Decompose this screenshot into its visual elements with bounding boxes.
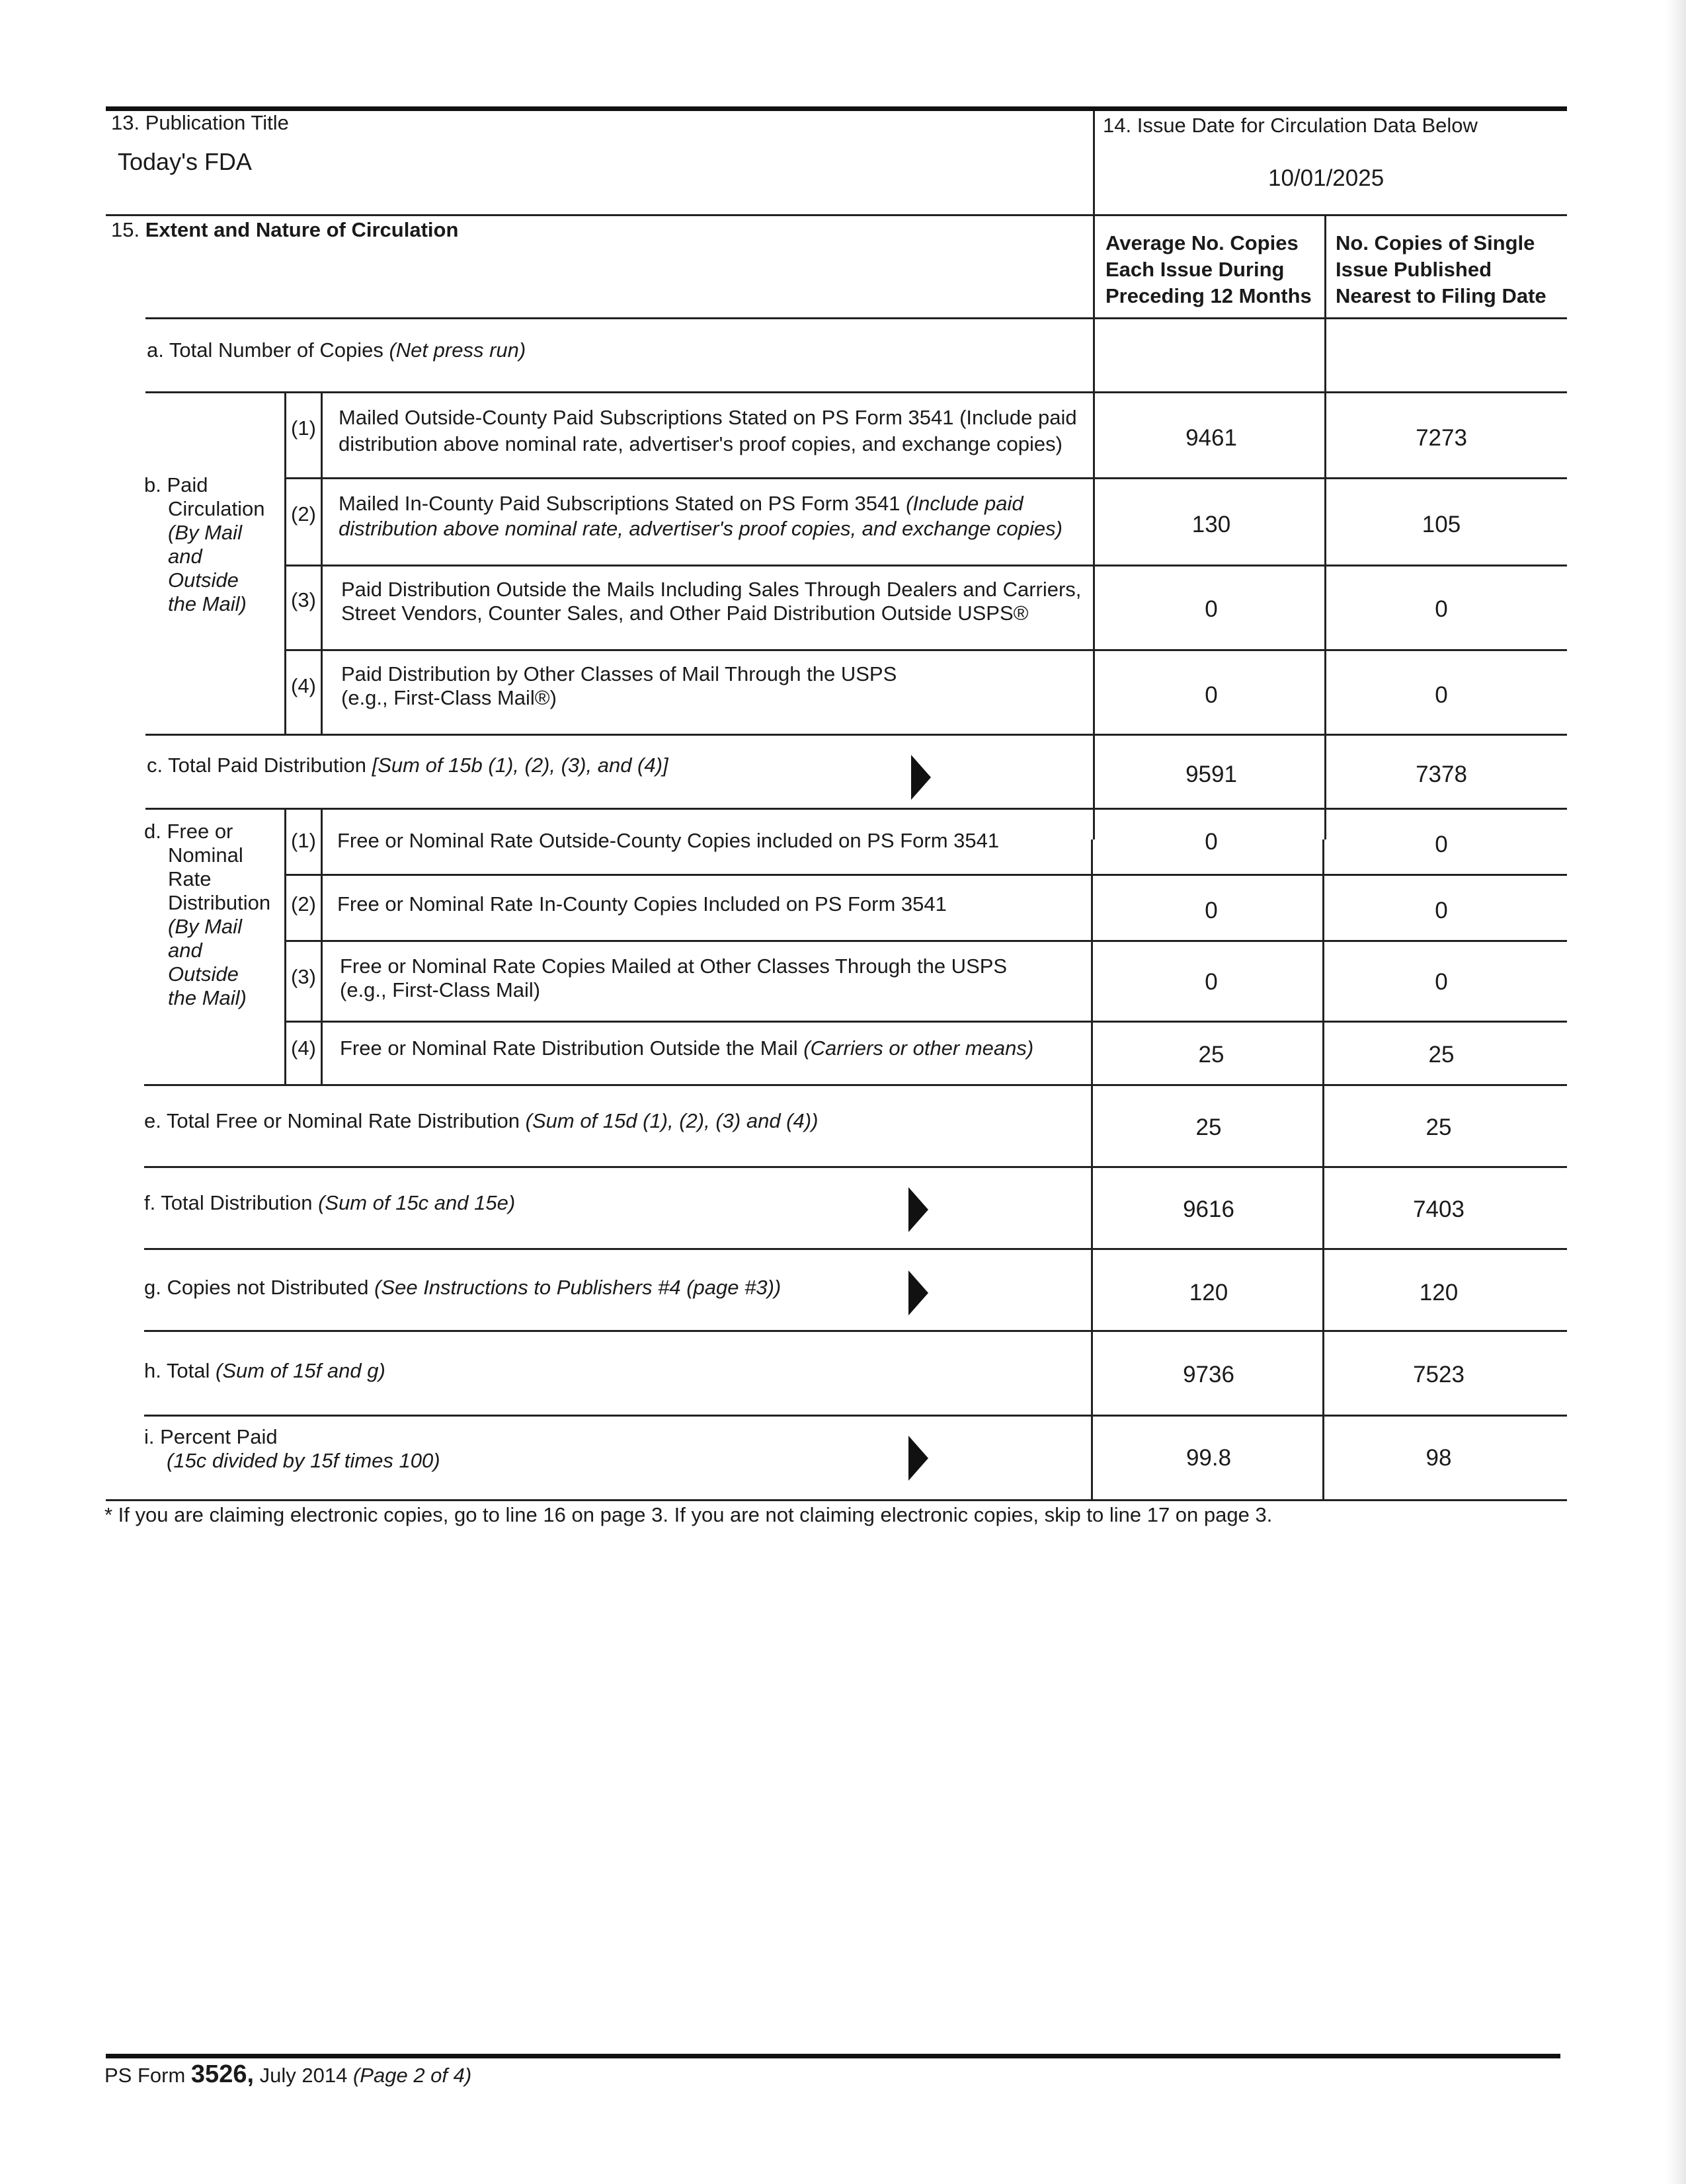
row-divider [144,1415,1567,1417]
row-i-label: i. Percent Paid [144,1425,278,1448]
row-b2-line1-note: (Include paid [906,492,1024,515]
group-d-label [144,820,270,1010]
row-b1-line2: distribution above nominal rate, advertiser's proof copies, and exchange copies) [339,432,1063,455]
footer-date: July 2014 [259,2064,348,2087]
arrow-icon [908,1187,928,1232]
row-g-label-text: g. Copies not Distributed [144,1276,369,1299]
row-b3-number: (3) [291,588,316,611]
row-g-single: 120 [1419,1280,1459,1306]
row-divider [145,734,1567,736]
row-d3-single: 0 [1435,969,1448,995]
col-single-header-line: No. Copies of Single [1336,231,1535,254]
row-b3-single: 0 [1435,596,1448,622]
row-d3-line2: (e.g., First-Class Mail) [340,978,541,1001]
row-divider [144,1166,1567,1168]
row-c-label-text: c. Total Paid Distribution [147,754,366,777]
row-d2-avg: 0 [1205,898,1218,923]
col-divider-2-lower [1322,839,1324,1501]
row-h-label-text: h. Total [144,1359,210,1382]
row-c-avg: 9591 [1185,761,1237,787]
row-divider [145,808,1567,810]
group-b-label-line: Circulation [168,497,265,520]
row-d4-number: (4) [291,1036,316,1060]
arrow-icon [908,1270,928,1315]
group-d-label-line: Distribution [168,891,271,914]
row-f-label-text: f. Total Distribution [144,1191,313,1214]
group-b-label-line: (By Mail [168,521,242,544]
row-g-note: (See Instructions to Publishers #4 (page #3)) [374,1276,782,1299]
group-d-label-line: Rate [168,867,212,890]
row-divider [145,391,1567,393]
group-d-label-line: and [168,939,202,962]
row-f-single: 7403 [1413,1196,1465,1222]
row-divider [284,874,1567,876]
row-divider [284,477,1567,479]
row-a-label [147,338,526,362]
row-h-note: (Sum of 15f and g) [216,1359,385,1382]
row-d3-line1: Free or Nominal Rate Copies Mailed at Other Classes Through the USPS [340,955,1008,978]
col-single-header [1336,230,1546,309]
row-c-label [147,754,668,777]
group-b-label-line: Outside [168,568,239,592]
row-b4-single: 0 [1435,682,1448,708]
row-b2-line1-text: Mailed In-County Paid Subscriptions Stated on PS Form 3541 [339,492,901,515]
row-a-label-text: a. Total Number of Copies [147,338,383,362]
header-divider [106,214,1567,216]
row-b3-line1: Paid Distribution Outside the Mails Including Sales Through Dealers and Carriers, [341,578,1082,601]
row-i-single: 98 [1425,1445,1452,1471]
publication-title-value: Today's FDA [118,148,252,175]
section-15-heading [111,218,458,242]
issue-date-value: 10/01/2025 [1268,165,1385,191]
row-d1-line1: Free or Nominal Rate Outside-County Copies included on PS Form 3541 [337,829,1000,852]
row-b2-line2: distribution above nominal rate, advertiser's proof copies, and exchange copies) [339,517,1063,540]
row-d2-line1: Free or Nominal Rate In-County Copies Included on PS Form 3541 [337,892,947,916]
group-d-label-line: d. Free or [144,820,233,843]
arrow-icon [908,1436,928,1481]
row-d4-note: (Carriers or other means) [803,1036,1034,1060]
group-d-num-divider [321,808,323,1084]
row-divider [144,1084,1567,1086]
row-g-label [144,1276,781,1300]
row-b1-number: (1) [291,416,316,440]
section-15-number: 15. [111,218,140,241]
row-d4-line1 [340,1036,1033,1060]
row-i-note: (15c divided by 15f times 100) [167,1449,440,1472]
row-h-avg: 9736 [1183,1362,1234,1387]
row-b4-avg: 0 [1205,682,1218,708]
col-divider-1 [1093,111,1095,839]
row-h-single: 7523 [1413,1362,1465,1387]
row-b2-single: 105 [1422,512,1461,537]
row-f-label [144,1191,515,1215]
section-15-title: Extent and Nature of Circulation [145,218,459,241]
row-i-avg: 99.8 [1185,1445,1232,1471]
row-b2-avg: 130 [1191,512,1231,537]
row-b2-line1 [339,492,1024,516]
footer-prefix: PS Form [104,2064,186,2087]
col-avg-header-line: Each Issue During [1105,258,1285,281]
issue-date-label: 14. Issue Date for Circulation Data Below [1103,114,1478,137]
row-divider [145,317,1567,319]
group-d-label-line: Outside [168,962,239,986]
row-divider [284,649,1567,651]
footnote: * If you are claiming electronic copies, go to line 16 on page 3. If you are not claiming electronic copies, skip to line 17 on page 3. [104,1503,1273,1526]
col-divider-1-lower [1091,839,1093,1501]
row-h-label [144,1359,385,1383]
row-divider [284,1021,1567,1023]
row-e-note: (Sum of 15d (1), (2), (3) and (4)) [525,1109,819,1132]
row-b1-line1: Mailed Outside-County Paid Subscriptions Stated on PS Form 3541 (Include paid [339,406,1077,429]
col-avg-header-line: Preceding 12 Months [1105,284,1312,307]
row-e-label [144,1109,818,1133]
row-c-single: 7378 [1416,761,1467,787]
row-d1-single: 0 [1435,832,1448,857]
footer-rule [106,2054,1560,2058]
row-b3-line2: Street Vendors, Counter Sales, and Other Paid Distribution Outside USPS® [341,602,1029,625]
row-d4-avg: 25 [1198,1042,1224,1068]
col-avg-header [1105,230,1312,309]
row-divider [144,1330,1567,1332]
group-b-label-line: b. Paid [144,473,208,496]
row-f-avg: 9616 [1183,1196,1234,1222]
group-d-label-line: (By Mail [168,915,242,938]
footer-form-number: 3526, [190,2060,255,2088]
row-d1-number: (1) [291,829,316,852]
row-d3-avg: 0 [1205,969,1218,995]
row-divider [144,1248,1567,1250]
row-d4-single: 25 [1428,1042,1455,1068]
row-e-label-text: e. Total Free or Nominal Rate Distribution [144,1109,520,1132]
group-d-label-line: the Mail) [168,986,247,1009]
form-footer [104,2061,471,2089]
row-d2-number: (2) [291,892,316,916]
row-c-note: [Sum of 15b (1), (2), (3), and (4)] [372,754,668,777]
group-b-label-line: and [168,545,202,568]
scan-edge [1666,0,1686,2184]
row-divider [284,940,1567,942]
row-e-avg: 25 [1195,1114,1222,1140]
row-g-avg: 120 [1189,1280,1228,1306]
table-bottom-rule [106,1499,1567,1501]
row-a-note: (Net press run) [389,338,526,362]
row-d3-number: (3) [291,965,316,988]
row-b2-number: (2) [291,502,316,526]
arrow-icon [911,755,931,800]
group-d-divider [284,808,286,1084]
row-b4-line2: (e.g., First-Class Mail®) [341,686,557,709]
group-d-label-line: Nominal [168,843,243,867]
col-single-header-line: Issue Published [1336,258,1492,281]
row-b3-avg: 0 [1205,596,1218,622]
col-divider-2 [1324,215,1326,839]
row-e-single: 25 [1425,1114,1452,1140]
row-d2-single: 0 [1435,898,1448,923]
group-b-label [144,473,264,616]
publication-title-label: 13. Publication Title [111,111,289,134]
col-avg-header-line: Average No. Copies [1105,231,1299,254]
col-single-header-line: Nearest to Filing Date [1336,284,1546,307]
group-b-divider [284,391,286,734]
row-divider [284,565,1567,566]
row-b4-line1: Paid Distribution by Other Classes of Mail Through the USPS [341,662,897,685]
row-f-note: (Sum of 15c and 15e) [318,1191,516,1214]
row-b1-avg: 9461 [1185,425,1237,451]
row-b4-number: (4) [291,674,316,697]
group-b-num-divider [321,391,323,734]
top-rule [106,106,1567,111]
row-d1-avg: 0 [1205,829,1218,855]
footer-page: (Page 2 of 4) [352,2064,472,2087]
row-b1-single: 7273 [1416,425,1467,451]
group-b-label-line: the Mail) [168,592,247,615]
row-d4-line1-text: Free or Nominal Rate Distribution Outside the Mail [340,1036,798,1060]
